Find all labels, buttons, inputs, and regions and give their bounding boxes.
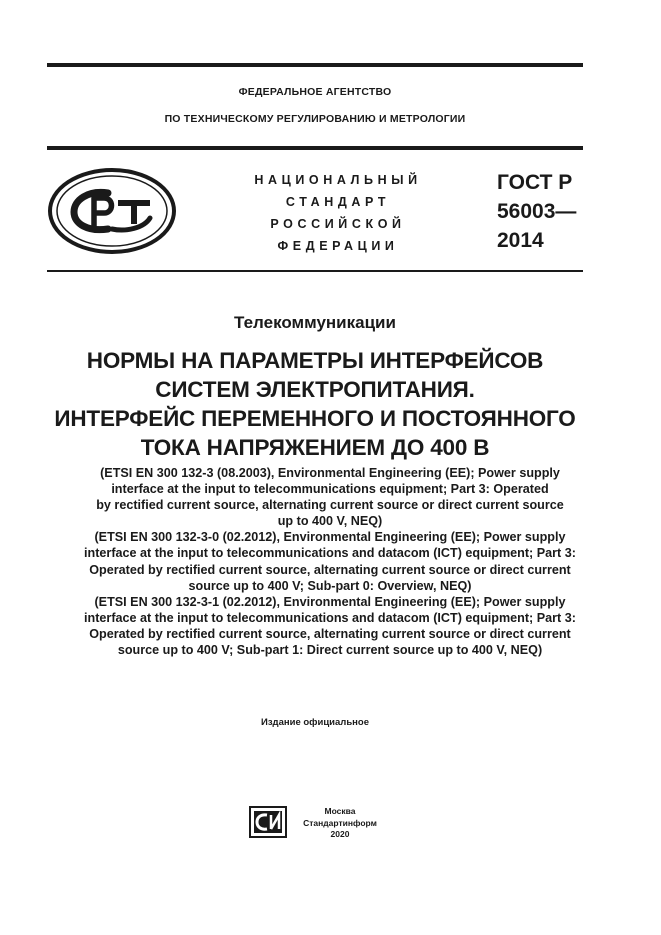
edition-note: Издание официальное [261,717,369,728]
document-title [30,346,600,462]
standard-type-line: ФЕДЕРАЦИИ [277,239,399,253]
standard-type-line: НАЦИОНАЛЬНЫЙ [254,173,422,187]
publisher-year: 2020 [330,829,350,839]
publisher-city: Москва [324,806,356,816]
agency-line-2: ПО ТЕХНИЧЕСКОМУ РЕГУЛИРОВАНИЮ И МЕТРОЛОГИИ [164,113,466,125]
reference-line: (ETSI EN 300 132-3-0 (02.2012), Environmental Engineering (EE); Power supply [94,530,566,545]
lower-rule [47,270,583,272]
gost-r-logo-icon [46,166,178,256]
standartinform-logo-icon [249,806,287,838]
gost-number [497,168,576,255]
reference-line: interface at the input to telecommunications equipment; Part 3: Operated [111,482,549,497]
subject-heading: Телекоммуникации [234,313,396,332]
standard-type-line: РОССИЙСКОЙ [270,217,406,231]
reference-line: Operated by rectified current source, alternating current source or direct current [89,562,571,577]
reference-line: (ETSI EN 300 132-3 (08.2003), Environmental Engineering (EE); Power supply [100,466,560,480]
reference-line: Operated by rectified current source, alternating current source or direct current [89,626,571,641]
title-line: ИНТЕРФЕЙС ПЕРЕМЕННОГО И ПОСТОЯННОГО [54,406,576,431]
reference-line: up to 400 V, NEQ) [277,514,383,529]
etsi-references [40,465,620,658]
top-rule [47,63,583,67]
standard-type-heading [230,169,446,257]
reference-line: (ETSI EN 300 132-3-1 (02.2012), Environmental Engineering (EE); Power supply [94,594,566,609]
title-line: ТОКА НАПРЯЖЕНИЕМ ДО 400 В [140,435,490,460]
publisher-name: Стандартинформ [303,817,377,828]
gost-line-2: 56003— [497,200,577,223]
reference-line: interface at the input to telecommunications and datacom (ICT) equipment; Part 3: [84,546,576,561]
agency-line-1: ФЕДЕРАЛЬНОЕ АГЕНТСТВО [238,86,392,98]
publisher-block [294,806,386,841]
standard-type-line: СТАНДАРТ [285,195,391,209]
title-line: НОРМЫ НА ПАРАМЕТРЫ ИНТЕРФЕЙСОВ [86,348,544,373]
gost-line-1: ГОСТ Р [497,171,573,194]
middle-rule [47,146,583,150]
reference-line: source up to 400 V; Sub-part 0: Overview, NEQ) [188,578,472,593]
title-line: СИСТЕМ ЭЛЕКТРОПИТАНИЯ. [155,377,475,402]
gost-line-3: 2014 [497,229,544,252]
reference-line: source up to 400 V; Sub-part 1: Direct current source up to 400 V, NEQ) [117,643,543,658]
reference-line: by rectified current source, alternating current source or direct current source [96,498,564,513]
reference-line: interface at the input to telecommunications and datacom (ICT) equipment; Part 3: [84,610,576,625]
